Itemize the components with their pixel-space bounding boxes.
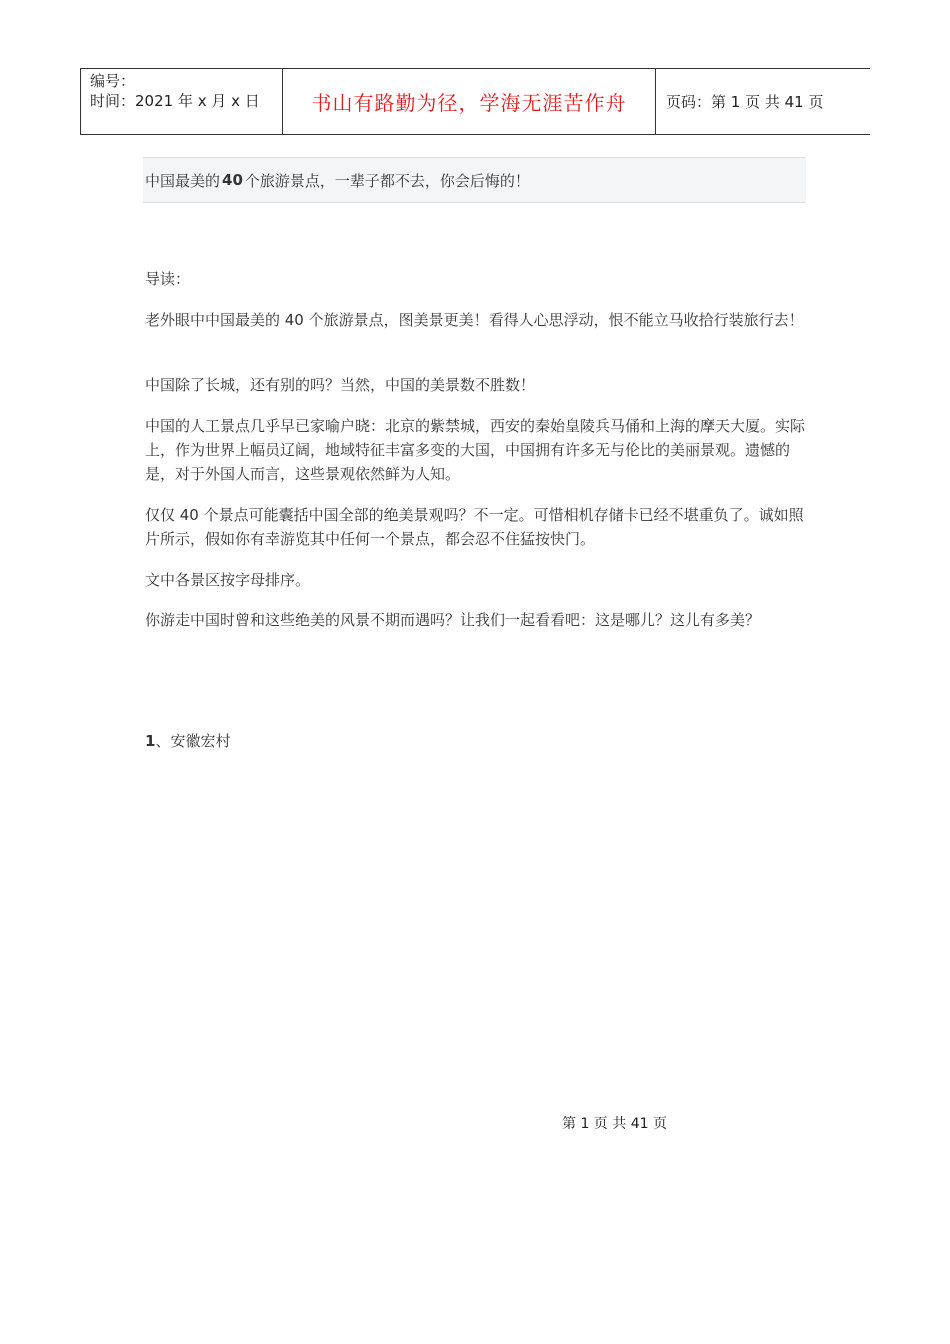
serial-label: 编号： <box>90 72 136 90</box>
article-title-number: 40 <box>222 171 243 189</box>
time-label: 时间：2021 年 x 月 x 日 <box>90 92 260 110</box>
header-page-code: 页码：第 1 页 共 41 页 <box>666 93 824 111</box>
paragraph-great-wall: 中国除了长城，还有别的吗？当然，中国的美景数不胜数！ <box>145 376 536 394</box>
header-meta-cell <box>81 69 283 134</box>
article-title-suffix: 个旅游景点，一辈子都不去，你会后悔的！ <box>244 171 530 190</box>
paragraph-ordering: 文中各景区按字母排序。 <box>145 571 311 589</box>
section-title: 、安徽宏村 <box>155 732 231 750</box>
section-heading <box>145 730 230 751</box>
document-header-table <box>80 68 870 135</box>
header-motto: 书山有路勤为径，学海无涯苦作舟 <box>283 69 656 134</box>
paragraph-landmarks: 中国的人工景点几乎早已家喻户晓：北京的紫禁城，西安的秦始皇陵兵马俑和上海的摩天大厦。实际上，作为世界上幅员辽阔，地域特征丰富多变的大国，中国拥有许多无与伦比的美丽景观。遗憾的是，对于外国人而言，这些景观依然鲜为人知。 <box>145 417 806 483</box>
article-title-prefix: 中国最美的 <box>145 171 221 190</box>
section-number: 1 <box>145 732 156 750</box>
paragraph-forty-spots: 仅仅 40 个景点可能囊括中国全部的绝美景观吗？不一定。可惜相机存储卡已经不堪重负了。诚如照片所示，假如你有幸游览其中任何一个景点，都会忍不住猛按快门。 <box>145 506 804 548</box>
paragraph-question: 你游走中国时曾和这些绝美的风景不期而遇吗？让我们一起看看吧：这是哪儿？这儿有多美？ <box>145 611 761 629</box>
intro-label: 导读： <box>145 270 191 288</box>
page-footer: 第 1 页 共 41 页 <box>562 1116 667 1132</box>
paragraph-intro: 老外眼中中国最美的 40 个旅游景点，图美景更美！看得人心思浮动，恨不能立马收拾行装旅行去！ <box>145 311 804 329</box>
article-title <box>143 157 806 203</box>
